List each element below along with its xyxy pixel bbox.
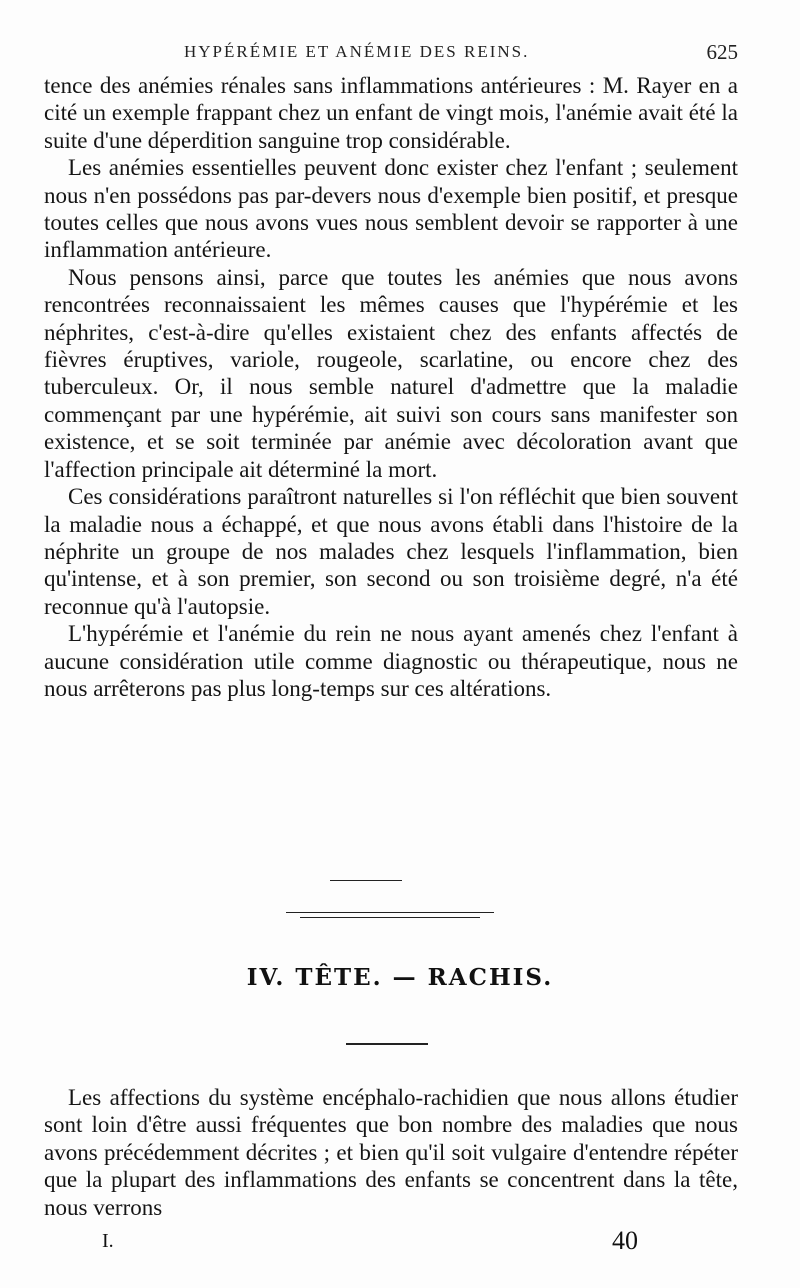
paragraph-conclusion: L'hypérémie et l'anémie du rein ne nous ayant amenés chez l'enfant à aucune considération utile comme diagnostic ou thérapeutique, nous ne nous arrêterons pas plus long-temps sur ces altérations.	[44, 621, 738, 701]
page-footer	[44, 1226, 738, 1262]
paragraph-continuation: tence des anémies rénales sans inflammations antérieures : M. Rayer en a cité un exemple frappant chez un enfant de vingt mois, l'anémie avait été la suite d'une déperdition sanguine trop considérable.	[44, 73, 738, 153]
section-rule-top	[286, 912, 494, 913]
section-text	[44, 1084, 738, 1221]
paragraph-anemies-essentielles: Les anémies essentielles peuvent donc exister chez l'enfant ; seulement nous n'en possédons pas par-devers nous d'exemple bien positif, et presque toutes celles que nous avons vues nous semblent devoir se rapporter à une inflammation antérieure.	[44, 155, 738, 263]
section-paragraph: Les affections du système encéphalo-rachidien que nous allons étudier sont loin d'être aussi fréquentes que bon nombre des maladies que nous avons précédemment décrites ; et bien qu'il soit vulgaire d'entendre répéter que la plupart des inflammations des enfants se concentrent dans la tête, nous verrons	[44, 1085, 738, 1220]
running-head: HYPÉRÉMIE ET ANÉMIE DES REINS.	[184, 42, 530, 61]
sheet-number: 40	[612, 1226, 638, 1255]
page-header	[44, 38, 738, 70]
title-underline	[346, 1043, 428, 1045]
page-number: 625	[706, 40, 738, 64]
paragraph-considerations: Ces considérations paraîtront naturelles si l'on réfléchit que bien souvent la maladie nous a échappé, et que nous avons établi dans l'histoire de la néphrite un groupe de nos malades chez lesquels l'inflammation, bien qu'intense, et à son premier, son second ou son troisième degré, n'a été reconnue qu'à l'autopsie.	[44, 484, 738, 619]
body-text	[44, 72, 738, 702]
section-rule-bottom	[300, 917, 480, 918]
signature-mark: I.	[102, 1230, 114, 1252]
paragraph-nous-pensons: Nous pensons ainsi, parce que toutes les anémies que nous avons rencontrées reconnaissaient les mêmes causes que l'hypérémie et les néphrites, c'est-à-dire qu'elles existaient chez des enfants affectés de fièvres éruptives, variole, rougeole, scarlatine, ou encore chez des tuberculeux. Or, il nous semble naturel d'admettre que la maladie commençant par une hypérémie, ait suivi son cours sans manifester son existence, et se soit terminée par anémie avec décoloration avant que l'affection principale ait déterminé la mort.	[44, 264, 738, 482]
section-title: IV. TÊTE. — RACHIS.	[246, 964, 554, 991]
end-rule	[330, 880, 402, 881]
